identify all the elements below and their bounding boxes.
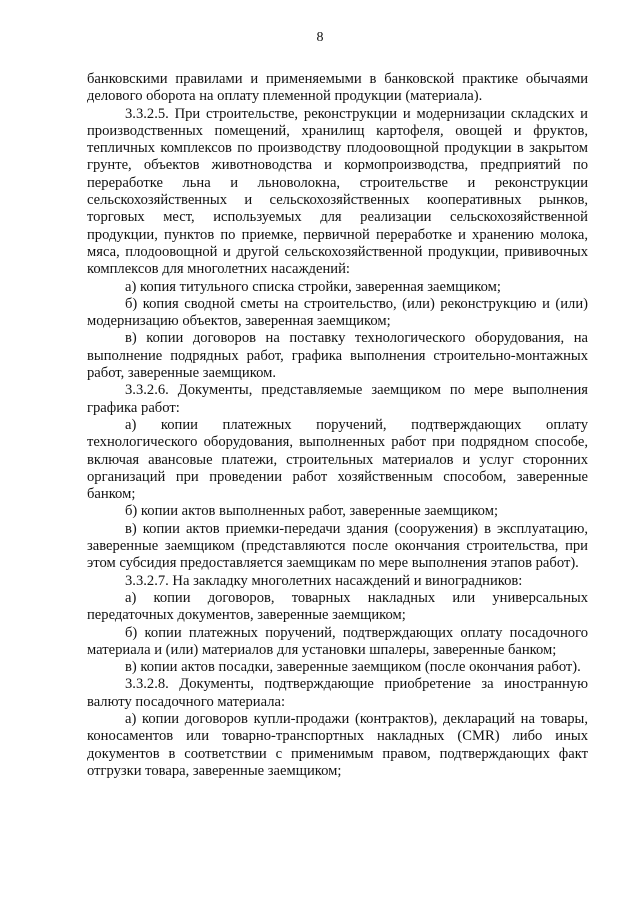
paragraph: банковскими правилами и применяемыми в банковской практике обычаями делового оборота на оплату племенной продукции (материала). (87, 71, 588, 105)
list-item: б) копии актов выполненных работ, заверенные заемщиком; (125, 503, 498, 520)
list-item: в) копии актов приемки-передачи здания (сооружения) в эксплуатацию, заверенные заемщиком (представляются после окончания строительства, при этом субсидия предоставляется заемщикам по мере выполнения этапов работ). (87, 520, 588, 572)
paragraph: 3.3.2.7. На закладку многолетних насаждений и виноградников: (125, 572, 523, 589)
document-body (87, 71, 588, 780)
paragraph: 3.3.2.6. Документы, представляемые заемщиком по мере выполнения графика работ: (87, 382, 588, 416)
list-item: а) копия титульного списка стройки, заверенная заемщиком; (125, 278, 501, 295)
list-item: а) копии договоров купли-продажи (контрактов), деклараций на товары, коносаментов или товарно-транспортных накладных (CMR) либо иных документов в соответствии с применимым правом, подтверждающих факт отгрузки товара, заверенные заемщиком; (87, 710, 588, 779)
list-item: б) копия сводной сметы на строительство, (или) реконструкцию и (или) модернизацию объектов, заверенная заемщиком; (87, 295, 588, 330)
list-item: б) копии платежных поручений, подтверждающих оплату посадочного материала и (или) материалов для установки шпалеры, заверенные банком; (87, 624, 588, 658)
paragraph: 3.3.2.5. При строительстве, реконструкции и модернизации складских и производственных помещений, хранилищ картофеля, овощей и фруктов, тепличных комплексов по производству плодоовощной продукции в закрытом грунте, объектов животноводства и кормопроизводства, предприятий по переработке льна и льноволокна, строительстве и реконструкции сельскохозяйственных и сельскохозяйственных кооперативных рынков, торговых мест, используемых для реализации сельскохозяйственной продукции, пунктов по приемке, первичной переработке и хранению молока, мяса, плодоовощной и другой сельскохозяйственной продукции, прививочных комплексов для многолетних насаждений: (87, 105, 588, 278)
paragraph: 3.3.2.8. Документы, подтверждающие приобретение за иностранную валюту посадочного материала: (87, 676, 588, 710)
list-item: а) копии платежных поручений, подтверждающих оплату технологического оборудования, выполненных работ при подрядном способе, включая авансовые платежи, строительных материалов и услуг сторонних организаций при проведении работ хозяйственным способом, заверенные банком; (87, 416, 588, 503)
page-number: 8 (316, 30, 324, 45)
list-item: а) копии договоров, товарных накладных или универсальных передаточных документов, заверенные заемщиком; (87, 589, 588, 624)
list-item: в) копии договоров на поставку технологического оборудования, на выполнение подрядных работ, графика выполнения строительно-монтажных работ, заверенные заемщиком. (87, 330, 588, 382)
list-item: в) копии актов посадки, заверенные заемщиком (после окончания работ). (125, 659, 581, 676)
